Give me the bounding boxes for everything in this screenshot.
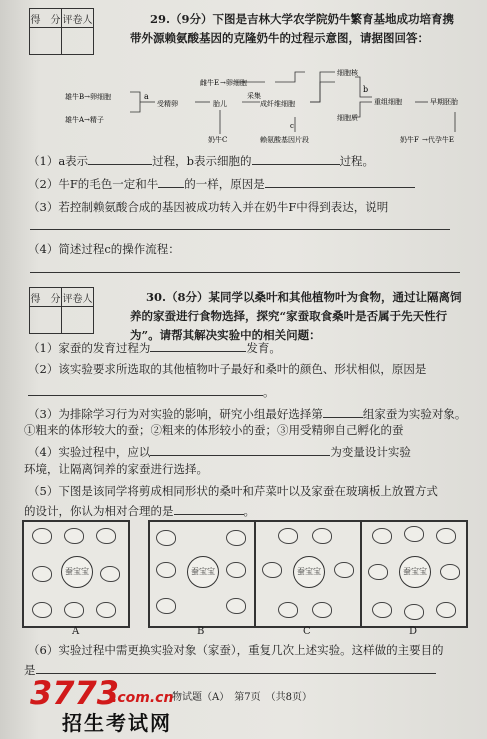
answer-blank[interactable] — [88, 153, 152, 165]
q30-p1-text: （1）家蚕的发育过程为 — [28, 341, 151, 355]
q30-part5: （5）下图是该同学将剪成相同形状的桑叶和芹菜叶以及家蚕在玻璃板上放置方式 — [28, 484, 438, 498]
caiji-label: 采集 — [247, 92, 261, 100]
q30-p4b-text: 为变量设计实验 — [330, 445, 411, 459]
q29-header-line2: 带外源赖氨酸基因的克隆奶牛的过程示意图，请据图回答： — [130, 31, 429, 45]
answer-blank[interactable] — [265, 176, 415, 188]
answer-blank[interactable] — [150, 444, 330, 456]
q30-part2-answer — [28, 384, 275, 400]
nucleus-label: 细胞核 — [337, 69, 358, 77]
q30-part1 — [28, 340, 281, 356]
q30-p2-end: 。 — [263, 385, 275, 399]
score-header: 得 分 — [30, 9, 62, 28]
process-a-label: a — [144, 92, 149, 101]
embryo-label: 胎儿 — [213, 100, 227, 108]
score-cell — [30, 28, 62, 55]
cow-f-label: 奶牛F — [400, 136, 419, 144]
fibroblast-label: 成纤维细胞 — [260, 100, 295, 108]
answer-blank[interactable] — [36, 662, 436, 674]
option-b-label: B — [197, 626, 205, 637]
q29-p1-text: （1）a表示 — [28, 154, 89, 168]
watermark-number: 3773 — [30, 674, 120, 712]
q30-p4-text: （4）实验过程中，应以 — [28, 445, 151, 459]
score-header: 得 分 — [30, 288, 62, 307]
silkworm-center: 蚕宝宝 — [293, 556, 325, 588]
watermark-slogan: 招生考试网 — [62, 711, 172, 735]
q30-p3b-text: 组家蚕为实验对象。 — [362, 407, 467, 421]
process-c-label: c — [290, 122, 294, 130]
lysine-gene-label: 赖氨酸基因片段 — [260, 136, 309, 144]
q30-p1b-text: 发育。 — [246, 341, 281, 355]
q29-part2 — [28, 176, 415, 192]
option-d-label: D — [409, 626, 418, 637]
silkworm-center: 蚕宝宝 — [187, 556, 219, 588]
answer-blank[interactable] — [174, 503, 244, 515]
surrogate-label: →代孕牛E — [422, 136, 454, 144]
bull-b-label: 雄牛B→卵细胞 — [65, 93, 112, 101]
option-d-layout — [360, 520, 468, 628]
q29-part3: （3）若控制赖氨酸合成的基因被成功转入并在奶牛F中得到表达，说明 — [28, 200, 389, 214]
bull-a-label: 雄牛A→精子 — [65, 116, 104, 124]
answer-blank[interactable] — [158, 176, 184, 188]
cow-e-label: 雌牛E — [200, 79, 220, 87]
grader-cell — [62, 28, 94, 55]
q30-p5b-text: 的设计，你认为相对合理的是 — [24, 504, 174, 518]
option-c-layout — [254, 520, 362, 628]
option-c-label: C — [303, 626, 311, 637]
silkworm-center: 蚕宝宝 — [399, 556, 431, 588]
early-embryo-label: 早期胚胎 — [430, 98, 458, 106]
q30-header-line2: 养的家蚕进行食物选择，探究“家蚕取食桑叶是否属于先天性行 — [130, 309, 448, 323]
option-a-label: A — [72, 626, 80, 637]
option-a-layout — [22, 520, 130, 628]
process-b-label: b — [363, 85, 369, 94]
fertilized-egg-label: 受精卵 — [157, 100, 178, 108]
grader-header: 评卷人 — [62, 9, 94, 28]
watermark-domain: .com.cn — [112, 690, 174, 706]
recombined-cell-label: 重组细胞 — [374, 98, 402, 106]
q29-part3-answer-line[interactable] — [30, 229, 450, 230]
q30-p5-end: 。 — [243, 504, 255, 518]
q30-part6: （6）实验过程中需更换实验对象（家蚕），重复几次上述实验。这样做的主要目的 — [28, 643, 444, 657]
answer-blank[interactable] — [28, 384, 263, 396]
q29-header-line1: 29.（9分）下图是吉林大学农学院奶牛繁育基地成功培育携 — [150, 12, 455, 26]
q29-p1b-text: 过程，b表示细胞的 — [152, 154, 252, 168]
score-table-q29 — [29, 8, 94, 55]
q30-p6b-text: 是 — [24, 663, 36, 677]
q29-part1 — [28, 153, 374, 169]
grader-header: 评卷人 — [62, 288, 94, 307]
cytoplasm-label: 细胞质 — [337, 114, 358, 122]
answer-blank[interactable] — [252, 153, 340, 165]
grader-cell — [62, 307, 94, 334]
q30-part3 — [28, 406, 466, 422]
answer-blank[interactable] — [150, 340, 246, 352]
option-b-layout — [148, 520, 256, 628]
q29-part4-answer-line[interactable] — [30, 272, 460, 273]
score-table-q30 — [29, 287, 94, 334]
q30-header-line1: 30.（8分）某同学以桑叶和其他植物叶为食物，通过让隔离饲 — [146, 290, 462, 304]
cow-e-egg-label: →卵细胞 — [220, 79, 247, 87]
silkworm-center: 蚕宝宝 — [61, 556, 93, 588]
page-footer: 物试题（A） 第7页 （共8页） — [172, 692, 312, 703]
q29-p1c-text: 过程。 — [339, 154, 375, 168]
q30-part4-cont: 环境，让隔离饲养的家蚕进行选择。 — [24, 462, 208, 476]
cow-c-label: 奶牛C — [208, 136, 228, 144]
q30-p3-text: （3）为排除学习行为对实验的影响，研究小组最好选择第 — [28, 407, 323, 421]
q30-part5-cont — [24, 503, 255, 519]
q30-part2: （2）该实验要求所选取的其他植物叶子最好和桑叶的颜色、形状相似，原因是 — [28, 362, 427, 376]
q30-header-line3: 为”。请帮其解决实验中的相关问题： — [130, 328, 321, 342]
q29-part4: （4）简述过程c的操作流程： — [28, 242, 180, 256]
q29-p2-text: （2）牛F的毛色一定和牛 — [28, 177, 159, 191]
answer-blank[interactable] — [323, 406, 363, 418]
q30-part4 — [28, 444, 411, 460]
score-cell — [30, 307, 62, 334]
q29-diagram — [60, 62, 460, 152]
q30-part3-options: ①粗来的体形较大的蚕；②粗来的体形较小的蚕；③用受精卵自己孵化的蚕 — [24, 423, 404, 437]
q29-p2b-text: 的一样，原因是 — [184, 177, 265, 191]
